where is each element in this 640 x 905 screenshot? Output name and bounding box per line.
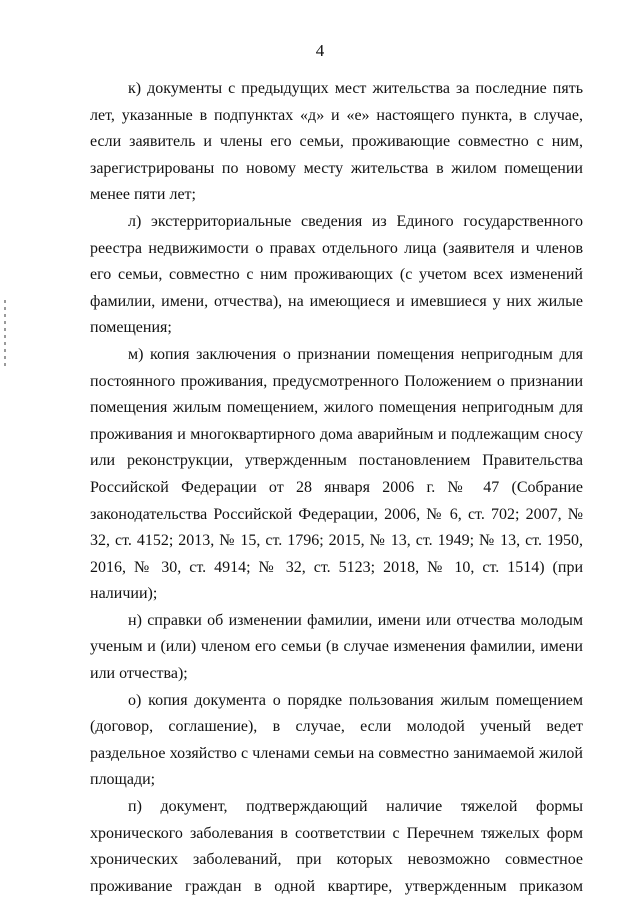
paragraph-m: м) копия заключения о признании помещения непригодным для постоянного проживания, предусмотренного Положением о признании помещения жилым помещением, жилого помещения непригодным для проживания и многоквартирного дома аварийным и подлежащим сносу или реконструкции, утвержденным постановлением Правительства Российской Федерации от 28 января 2006 г. № 47 (Собрание законодательства Российской Федерации, 2006, № 6, ст. 702; 2007, № 32, ст. 4152; 2013, № 15, ст. 1796; 2015, № 13, ст. 1949; № 13, ст. 1950, 2016, № 30, ст. 4914; № 32, ст. 5123; 2018, № 10, ст. 1514) (при наличии); bbox=[90, 345, 583, 603]
paragraph-o: о) копия документа о порядке пользования жилым помещением (договор, соглашение), в случае, если молодой ученый ведет раздельное хозяйство с членами семьи на совместно занимаемой жилой площади; bbox=[90, 691, 583, 789]
document-body bbox=[90, 76, 583, 900]
margin-scan-mark bbox=[4, 300, 6, 370]
paragraph-k: к) документы с предыдущих мест жительства за последние пять лет, указанные в подпунктах «д» и «е» настоящего пункта, в случае, если заявитель и члены его семьи, проживающие совместно с ним, зарегистрированы по новому месту жительства в жилом помещении менее пяти лет; bbox=[90, 80, 583, 204]
paragraph-n: н) справки об изменении фамилии, имени или отчества молодым ученым и (или) членом его семьи (в случае изменения фамилии, имени или отчества); bbox=[90, 611, 583, 683]
paragraph-p: п) документ, подтверждающий наличие тяжелой формы хронического заболевания в соответствии с Перечнем тяжелых форм хронических заболеваний, при которых невозможно совместное проживание граждан в одной квартире, утвержденным приказом bbox=[90, 798, 583, 895]
paragraph-l: л) экстерриториальные сведения из Единого государственного реестра недвижимости о правах отдельного лица (заявителя и членов его семьи, совместно с ним проживающих (с учетом всех изменений фамилии, имени, отчества), на имеющиеся и имевшиеся у них жилые помещения; bbox=[90, 212, 583, 337]
page-number: 4 bbox=[315, 41, 325, 60]
